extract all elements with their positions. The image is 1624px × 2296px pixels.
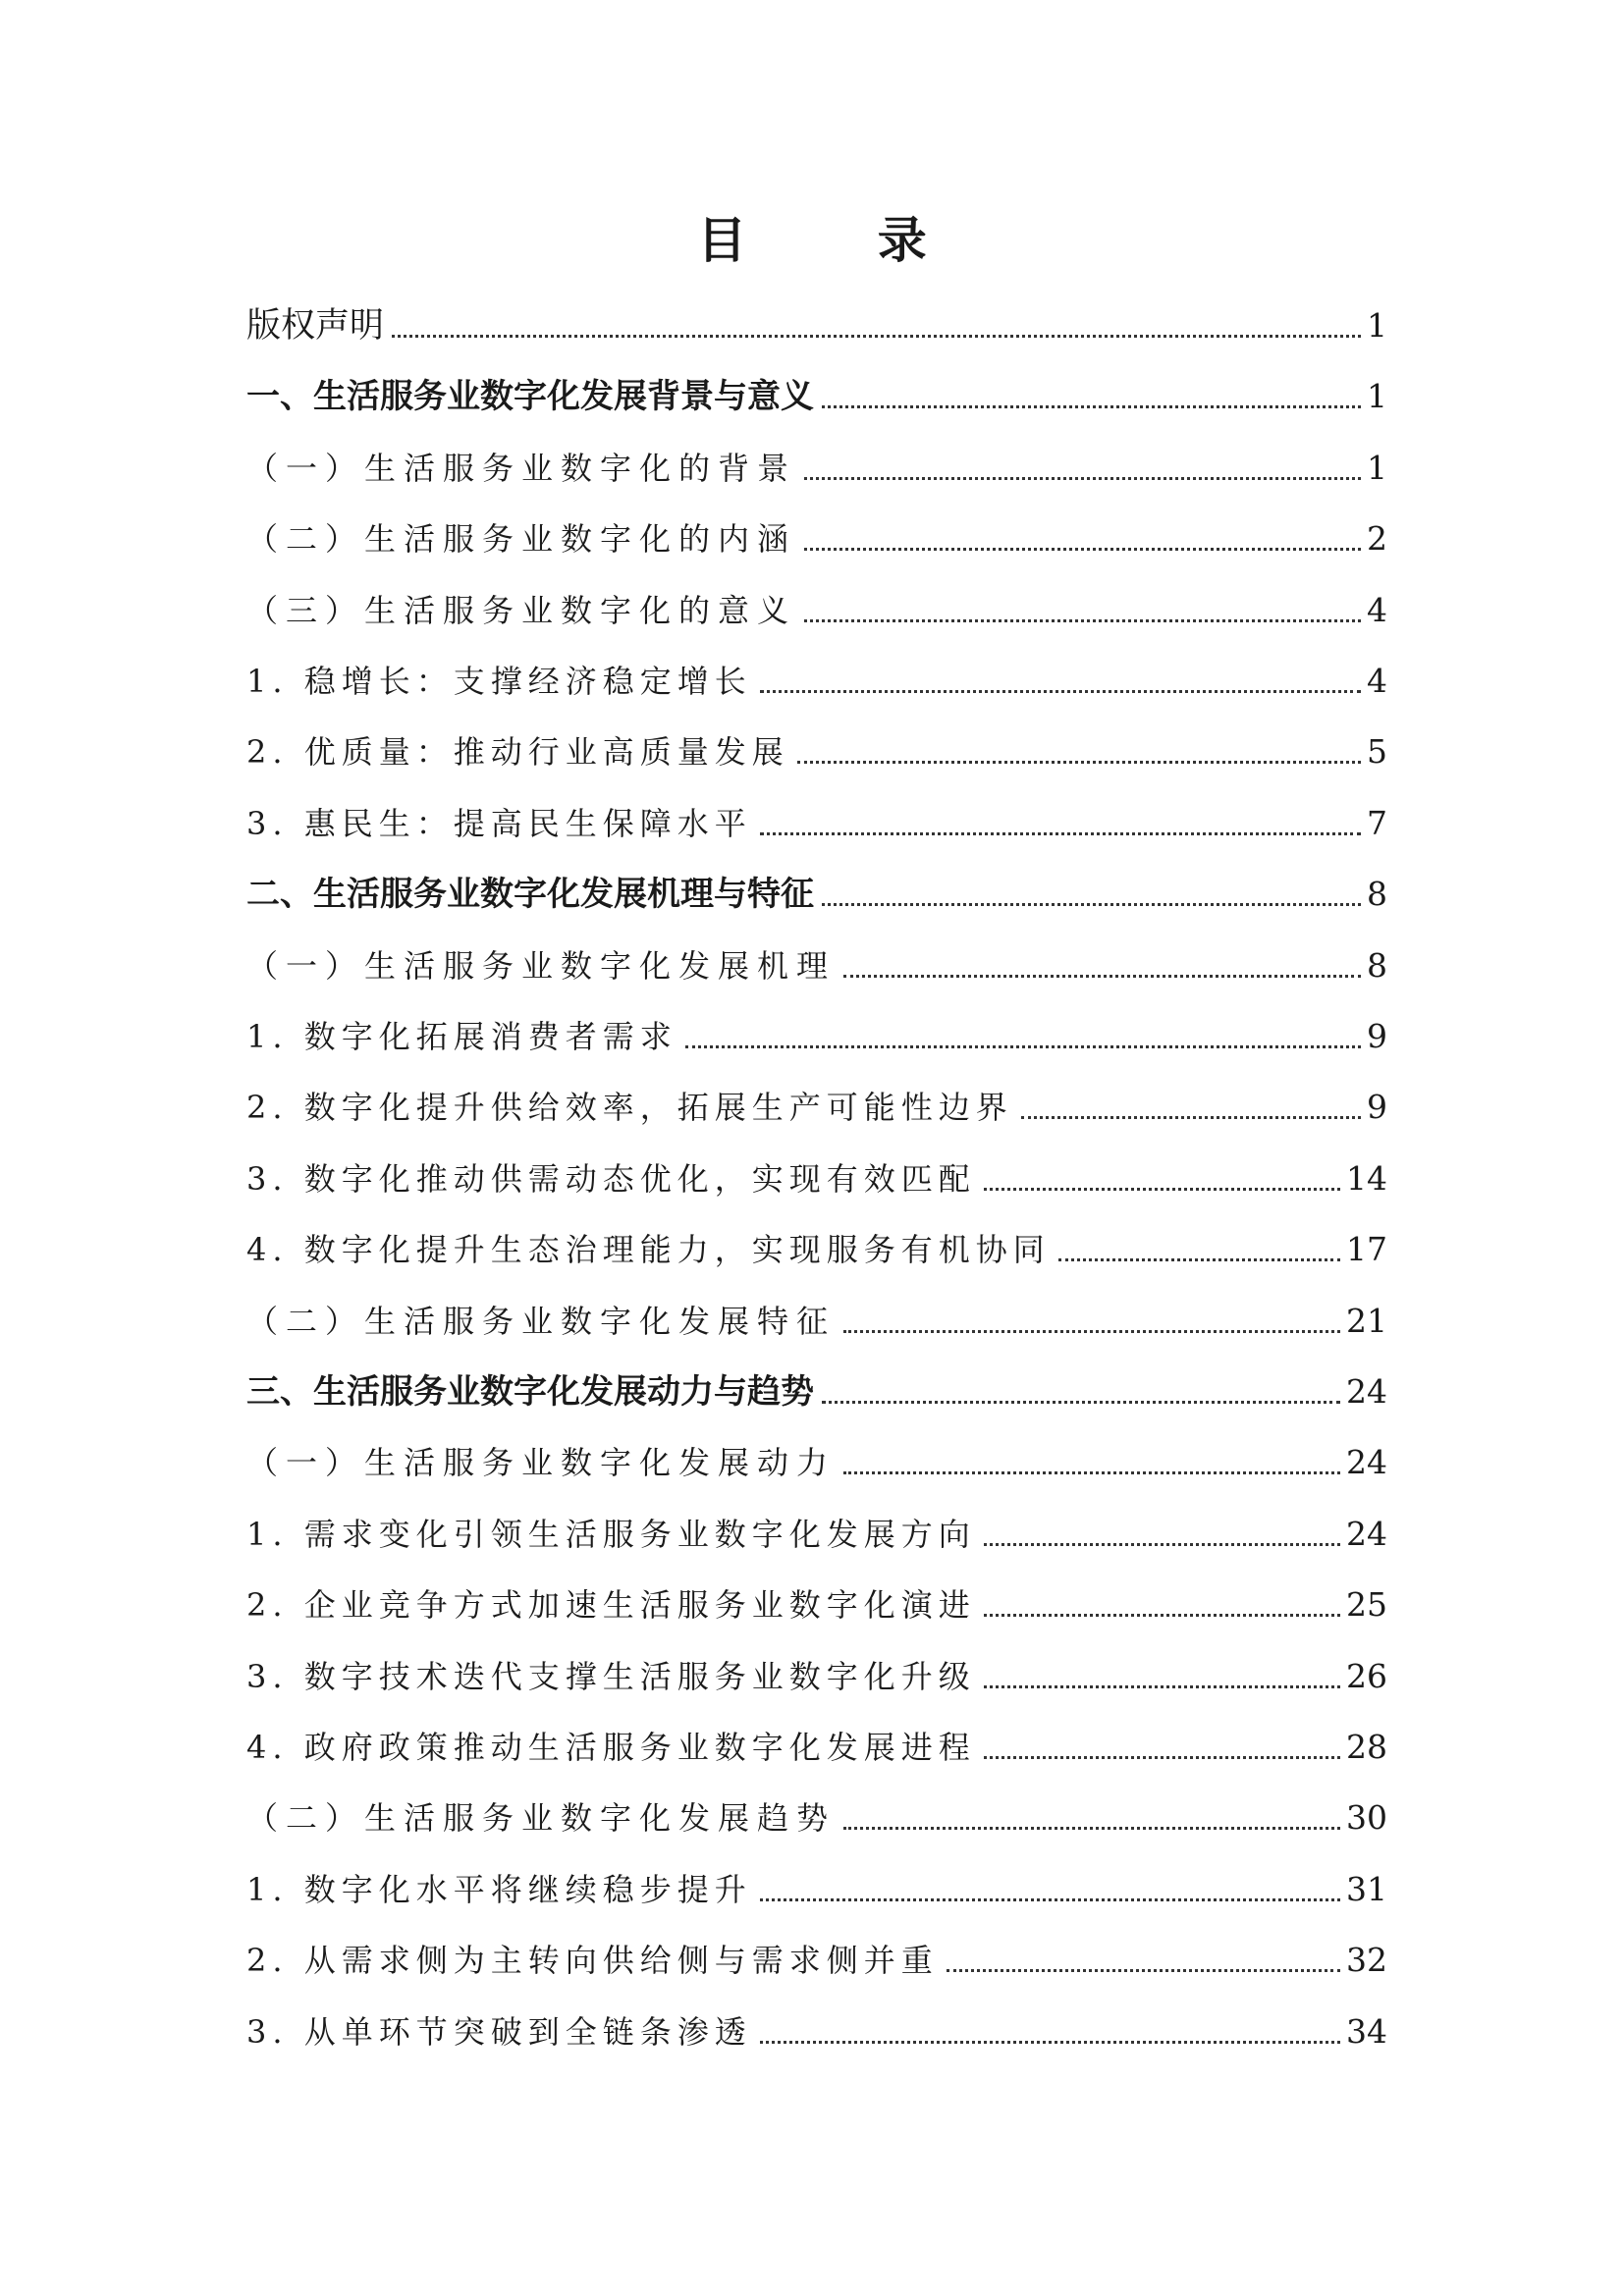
toc-dot-leader [843, 1827, 1340, 1830]
toc-entry-label: （一）生活服务业数字化的背景 [246, 450, 797, 487]
toc-entry[interactable] [246, 1858, 1387, 1913]
toc-page-number: 24 [1346, 1372, 1387, 1411]
toc-entry[interactable] [246, 294, 1387, 349]
toc-entry[interactable] [246, 1574, 1387, 1629]
toc-page-number: 4 [1367, 591, 1387, 629]
toc-entry[interactable] [246, 1787, 1387, 1842]
toc-entry-label: 3. 惠民生：提高民生保障水平 [246, 805, 752, 842]
toc-entry-label: 1. 数字化水平将继续稳步提升 [246, 1871, 752, 1908]
toc-page-number: 32 [1346, 1941, 1387, 1979]
toc-page-number: 2 [1367, 519, 1387, 558]
toc-entry[interactable] [246, 1005, 1387, 1060]
toc-entry[interactable] [246, 1218, 1387, 1273]
toc-dot-leader [843, 1330, 1340, 1333]
toc-entry[interactable] [246, 1148, 1387, 1202]
toc-dot-leader [760, 2041, 1340, 2044]
toc-entry[interactable] [246, 1361, 1387, 1415]
toc-entry-label: 三、生活服务业数字化发展动力与趋势 [246, 1372, 814, 1412]
toc-dot-leader [843, 975, 1361, 978]
toc-dot-leader [822, 903, 1361, 906]
toc-entry-label: 3. 数字技术迭代支撑生活服务业数字化升级 [246, 1658, 976, 1695]
toc-entry-label: 4. 数字化提升生态治理能力，实现服务有机协同 [246, 1231, 1051, 1268]
toc-page-number: 24 [1346, 1515, 1387, 1553]
toc-page-number: 8 [1367, 946, 1387, 985]
toc-dot-leader [804, 477, 1361, 480]
toc-dot-leader [392, 335, 1361, 338]
toc-page-number: 34 [1346, 2012, 1387, 2051]
toc-entry[interactable] [246, 721, 1387, 775]
toc-entry-label: 2. 企业竞争方式加速生活服务业数字化演进 [246, 1586, 976, 1624]
toc-dot-leader [947, 1969, 1340, 1972]
toc-dot-leader [685, 1045, 1361, 1048]
toc-dot-leader [804, 619, 1361, 622]
toc-entry[interactable] [246, 1645, 1387, 1700]
toc-dot-leader [984, 1188, 1340, 1191]
toc-entry[interactable] [246, 437, 1387, 492]
toc-entry[interactable] [246, 1290, 1387, 1345]
toc-page-number: 4 [1367, 662, 1387, 700]
toc-page-number: 5 [1367, 732, 1387, 771]
toc-entry-label: （一）生活服务业数字化发展机理 [246, 947, 837, 985]
toc-dot-leader [1058, 1258, 1340, 1261]
toc-page-number: 17 [1346, 1230, 1387, 1268]
toc-entry-label: （二）生活服务业数字化发展特征 [246, 1303, 837, 1340]
toc-dot-leader [822, 405, 1361, 408]
toc-page-number: 14 [1346, 1159, 1387, 1198]
toc-dot-leader [804, 548, 1361, 551]
toc-entry-label: （二）生活服务业数字化的内涵 [246, 520, 797, 558]
toc-entry[interactable] [246, 1076, 1387, 1131]
toc-page-number: 7 [1367, 804, 1387, 842]
toc-dot-leader [984, 1614, 1340, 1617]
toc-entry[interactable] [246, 1503, 1387, 1558]
toc-entry[interactable] [246, 365, 1387, 420]
toc-page-number: 24 [1346, 1443, 1387, 1481]
toc-page-number: 26 [1346, 1657, 1387, 1695]
toc-entry[interactable] [246, 934, 1387, 989]
toc-page-number: 9 [1367, 1088, 1387, 1126]
toc-page-number: 1 [1367, 377, 1387, 415]
toc-page-number: 30 [1346, 1798, 1387, 1837]
page-title: 目 录 [697, 212, 984, 269]
toc-entry[interactable] [246, 863, 1387, 918]
toc-dot-leader [822, 1401, 1340, 1404]
toc-page-number: 31 [1346, 1870, 1387, 1908]
toc-dot-leader [984, 1685, 1340, 1688]
toc-entry[interactable] [246, 507, 1387, 562]
toc-dot-leader [760, 690, 1361, 693]
toc-entry-label: 1. 稳增长：支撑经济稳定增长 [246, 663, 752, 700]
toc-page-number: 21 [1346, 1302, 1387, 1340]
toc-entry-label: （二）生活服务业数字化发展趋势 [246, 1799, 837, 1837]
toc-dot-leader [1021, 1116, 1361, 1119]
toc-entry-label: 1. 数字化拓展消费者需求 [246, 1018, 677, 1055]
toc-entry[interactable] [246, 1431, 1387, 1486]
toc-page-number: 8 [1367, 875, 1387, 913]
toc-dot-leader [760, 1898, 1340, 1901]
toc-entry[interactable] [246, 792, 1387, 847]
toc-page-number: 9 [1367, 1017, 1387, 1055]
toc-page-number: 28 [1346, 1728, 1387, 1766]
toc-entry-label: 版权声明 [246, 306, 385, 346]
toc-entry[interactable] [246, 1716, 1387, 1771]
toc-entry-label: 1. 需求变化引领生活服务业数字化发展方向 [246, 1516, 976, 1553]
toc-entry-label: 2. 数字化提升供给效率，拓展生产可能性边界 [246, 1089, 1013, 1126]
toc-entry-label: （一）生活服务业数字化发展动力 [246, 1444, 837, 1481]
toc-dot-leader [843, 1471, 1340, 1474]
toc-entry-label: 2. 优质量：推动行业高质量发展 [246, 733, 789, 771]
toc-page-number: 25 [1346, 1585, 1387, 1624]
toc-entry[interactable] [246, 579, 1387, 634]
toc-dot-leader [797, 761, 1361, 764]
toc-entry[interactable] [246, 2001, 1387, 2056]
toc-page-number: 1 [1367, 306, 1387, 345]
toc-entry-label: 4. 政府政策推动生活服务业数字化发展进程 [246, 1729, 976, 1766]
toc-page-number: 1 [1367, 449, 1387, 487]
toc-entry-label: 2. 从需求侧为主转向供给侧与需求侧并重 [246, 1942, 939, 1979]
toc-entry-label: 一、生活服务业数字化发展背景与意义 [246, 377, 814, 416]
toc-entry[interactable] [246, 650, 1387, 705]
toc-entry-label: 3. 数字化推动供需动态优化，实现有效匹配 [246, 1160, 976, 1198]
toc-entry-label: 二、生活服务业数字化发展机理与特征 [246, 875, 814, 914]
toc-entry-label: 3. 从单环节突破到全链条渗透 [246, 2013, 752, 2051]
toc-dot-leader [984, 1756, 1340, 1759]
toc-dot-leader [760, 832, 1361, 835]
toc-entry[interactable] [246, 1929, 1387, 1984]
toc-entry-label: （三）生活服务业数字化的意义 [246, 592, 797, 629]
toc-dot-leader [984, 1543, 1340, 1546]
